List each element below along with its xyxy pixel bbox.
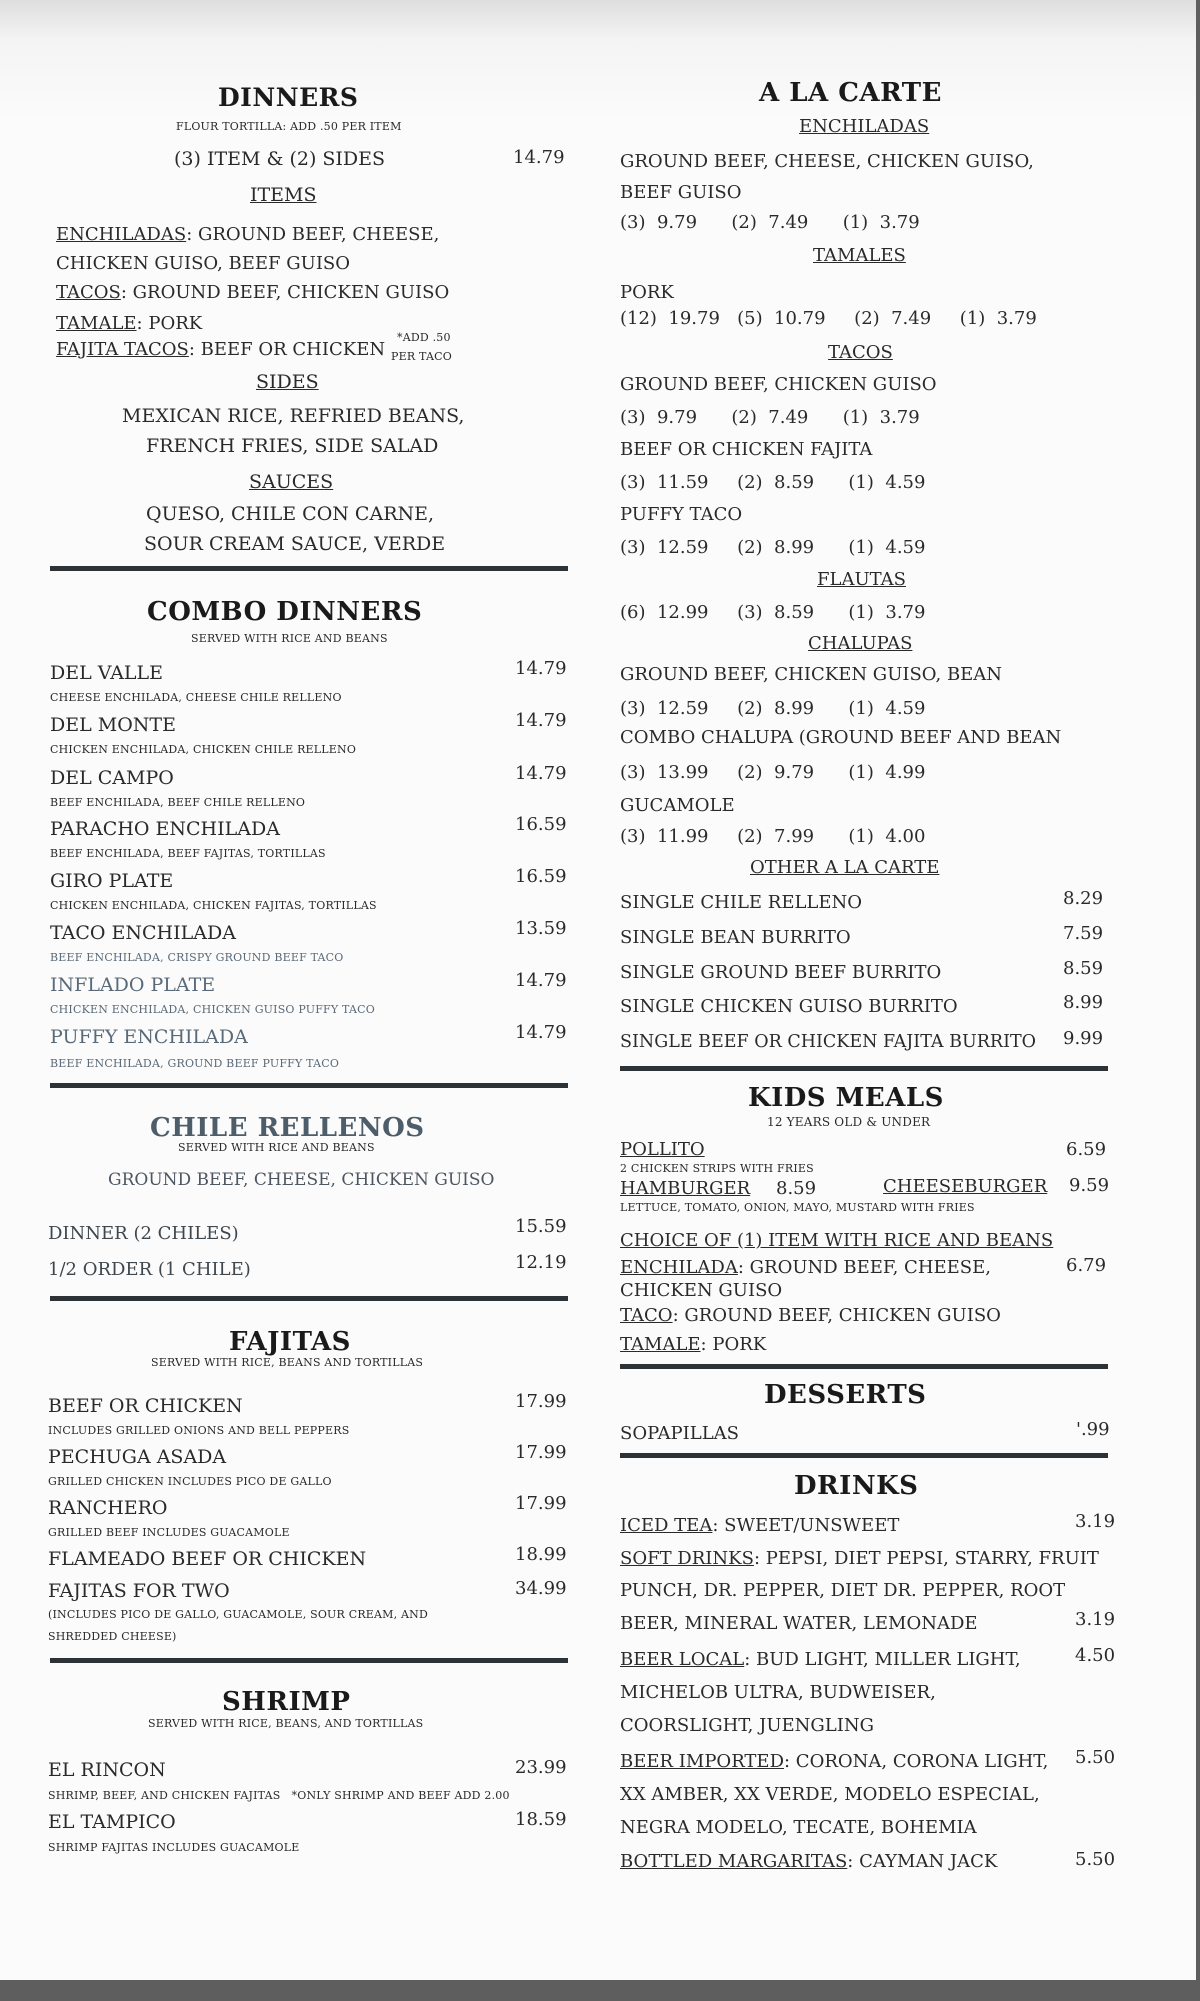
drink-price: 3.19 bbox=[1075, 1609, 1116, 1630]
fajitas-subtitle: SERVED WITH RICE, BEANS AND TORTILLAS bbox=[151, 1356, 424, 1369]
shrimp-title: SHRIMP bbox=[222, 1687, 351, 1717]
combo-dinners-title: COMBO DINNERS bbox=[147, 597, 423, 627]
sauces-line-2: SOUR CREAM SAUCE, VERDE bbox=[144, 533, 446, 555]
dinner-item-fajita-tacos: FAJITA TACOS: BEEF OR CHICKEN bbox=[56, 339, 386, 360]
enchiladas-desc: GROUND BEEF, CHEESE, CHICKEN GUISO, bbox=[620, 151, 1034, 172]
tamales-desc: PORK bbox=[620, 282, 674, 303]
kids-meals-title: KIDS MEALS bbox=[748, 1083, 944, 1113]
chile-relleno-item-price: 12.19 bbox=[515, 1252, 567, 1273]
drink-row: BOTTLED MARGARITAS: CAYMAN JACK bbox=[620, 1851, 998, 1872]
fajita-item-price: 18.99 bbox=[515, 1544, 567, 1565]
drink-price: 5.50 bbox=[1075, 1747, 1116, 1768]
shrimp-item-name: EL TAMPICO bbox=[48, 1811, 176, 1833]
a-la-carte-title: A LA CARTE bbox=[759, 78, 942, 108]
fajita-item-name: FLAMEADO BEEF OR CHICKEN bbox=[48, 1548, 367, 1570]
chalupas-prices: (3) 11.99 (2) 7.99 (1) 4.00 bbox=[620, 826, 926, 847]
fajita-item-desc: INCLUDES GRILLED ONIONS AND BELL PEPPERS bbox=[48, 1424, 350, 1437]
drink-row: MICHELOB ULTRA, BUDWEISER, bbox=[620, 1682, 936, 1703]
kids-meals-subtitle: 12 YEARS OLD & UNDER bbox=[767, 1115, 931, 1129]
tacos-desc: BEEF OR CHICKEN FAJITA bbox=[620, 439, 873, 460]
combo-item-price: 14.79 bbox=[515, 658, 567, 679]
kids-cheeseburger: CHEESEBURGER bbox=[883, 1176, 1048, 1197]
drink-price: 5.50 bbox=[1075, 1849, 1116, 1870]
fajita-item-desc: (INCLUDES PICO DE GALLO, GUACAMOLE, SOUR CREAM, AND bbox=[48, 1608, 429, 1621]
fajita-note-2: PER TACO bbox=[391, 350, 452, 363]
combo-item-desc: CHICKEN ENCHILADA, CHICKEN GUISO PUFFY TACO bbox=[50, 1003, 375, 1016]
combo-item-name: DEL MONTE bbox=[50, 714, 176, 736]
kids-pollito: POLLITO bbox=[620, 1139, 705, 1160]
other-item-name: SINGLE BEEF OR CHICKEN FAJITA BURRITO bbox=[620, 1032, 1037, 1052]
combo-item-price: 14.79 bbox=[515, 763, 567, 784]
fajita-item-desc: GRILLED CHICKEN INCLUDES PICO DE GALLO bbox=[48, 1475, 332, 1488]
chalupas-heading: CHALUPAS bbox=[808, 633, 913, 654]
chalupas-prices: (3) 13.99 (2) 9.79 (1) 4.99 bbox=[620, 762, 926, 783]
other-item-name: SINGLE CHICKEN GUISO BURRITO bbox=[620, 996, 958, 1017]
divider bbox=[620, 1453, 1108, 1458]
kids-hamburger-price: 8.59 bbox=[776, 1178, 817, 1199]
dessert-price: '.99 bbox=[1076, 1419, 1110, 1440]
dinners-title: DINNERS bbox=[218, 83, 359, 112]
dinners-note: FLOUR TORTILLA: ADD .50 PER ITEM bbox=[176, 120, 402, 133]
fajita-item-price: 34.99 bbox=[515, 1578, 567, 1599]
chalupas-desc: COMBO CHALUPA (GROUND BEEF AND BEAN bbox=[620, 727, 1062, 748]
tacos-heading: TACOS bbox=[828, 342, 893, 363]
other-a-la-carte-heading: OTHER A LA CARTE bbox=[750, 857, 940, 878]
combo-item-desc: CHICKEN ENCHILADA, CHICKEN CHILE RELLENO bbox=[50, 743, 357, 756]
enchiladas-heading: ENCHILADAS bbox=[799, 116, 930, 137]
combo-item-desc: BEEF ENCHILADA, GROUND BEEF PUFFY TACO bbox=[50, 1057, 340, 1070]
drink-row: COORSLIGHT, JUENGLING bbox=[620, 1715, 874, 1736]
dinner-item-tacos: TACOS: GROUND BEEF, CHICKEN GUISO bbox=[56, 282, 450, 303]
divider bbox=[50, 1296, 568, 1301]
other-item-price: 8.99 bbox=[1063, 992, 1104, 1013]
fajita-item-price: 17.99 bbox=[515, 1442, 567, 1463]
combo-item-name: INFLADO PLATE bbox=[50, 974, 216, 996]
kids-pollito-price: 6.59 bbox=[1066, 1139, 1107, 1160]
chalupas-desc: GUCAMOLE bbox=[620, 795, 735, 816]
combo-item-name: TACO ENCHILADA bbox=[50, 922, 236, 944]
sauces-line-1: QUESO, CHILE CON CARNE, bbox=[146, 503, 435, 525]
chalupas-prices: (3) 12.59 (2) 8.99 (1) 4.59 bbox=[620, 698, 926, 719]
combo-item-name: GIRO PLATE bbox=[50, 870, 174, 892]
dinner-item-enchiladas-2: CHICKEN GUISO, BEEF GUISO bbox=[56, 253, 351, 274]
dessert-item: SOPAPILLAS bbox=[620, 1423, 740, 1444]
drink-row: PUNCH, DR. PEPPER, DIET DR. PEPPER, ROOT bbox=[620, 1580, 1066, 1601]
drink-row: BEER IMPORTED: CORONA, CORONA LIGHT, bbox=[620, 1751, 1049, 1772]
dinners-combo-label: (3) ITEM & (2) SIDES bbox=[174, 148, 386, 170]
fajita-item-price: 17.99 bbox=[515, 1391, 567, 1412]
fajita-note-1: *ADD .50 bbox=[397, 331, 451, 344]
combo-item-name: PARACHO ENCHILADA bbox=[50, 818, 280, 840]
sides-heading: SIDES bbox=[256, 371, 319, 393]
tamales-prices: (12) 19.79 (5) 10.79 (2) 7.49 (1) 3.79 bbox=[620, 308, 1037, 329]
shrimp-subtitle: SERVED WITH RICE, BEANS, AND TORTILLAS bbox=[148, 1717, 424, 1730]
dinner-item-enchiladas: ENCHILADAS: GROUND BEEF, CHEESE, bbox=[56, 224, 440, 245]
drink-row: NEGRA MODELO, TECATE, BOHEMIA bbox=[620, 1817, 977, 1838]
chile-relleno-item-price: 15.59 bbox=[515, 1216, 567, 1237]
combo-item-price: 16.59 bbox=[515, 814, 567, 835]
other-item-name: SINGLE BEAN BURRITO bbox=[620, 927, 851, 948]
kids-burger-desc: LETTUCE, TOMATO, ONION, MAYO, MUSTARD WITH FRIES bbox=[620, 1201, 975, 1214]
shrimp-item-price: 18.59 bbox=[515, 1809, 567, 1830]
shrimp-item-price: 23.99 bbox=[515, 1757, 567, 1778]
kids-cheeseburger-price: 9.59 bbox=[1069, 1175, 1110, 1196]
combo-item-desc: BEEF ENCHILADA, BEEF FAJITAS, TORTILLAS bbox=[50, 847, 326, 860]
fajita-item-name: BEEF OR CHICKEN bbox=[48, 1395, 243, 1417]
combo-item-name: PUFFY ENCHILADA bbox=[50, 1026, 248, 1048]
tacos-prices: (3) 12.59 (2) 8.99 (1) 4.59 bbox=[620, 537, 926, 558]
other-item-name: SINGLE GROUND BEEF BURRITO bbox=[620, 962, 942, 983]
divider bbox=[50, 1658, 568, 1663]
chile-rellenos-subtitle: SERVED WITH RICE AND BEANS bbox=[178, 1141, 375, 1154]
fajita-item-name: FAJITAS FOR TWO bbox=[48, 1580, 230, 1602]
chalupas-desc: GROUND BEEF, CHICKEN GUISO, BEAN bbox=[620, 664, 1003, 685]
flautas-prices: (6) 12.99 (3) 8.59 (1) 3.79 bbox=[620, 602, 926, 623]
sauces-heading: SAUCES bbox=[249, 471, 334, 493]
enchiladas-prices: (3) 9.79 (2) 7.49 (1) 3.79 bbox=[620, 212, 920, 233]
divider bbox=[620, 1066, 1108, 1071]
combo-item-price: 14.79 bbox=[515, 970, 567, 991]
kids-hamburger: HAMBURGER bbox=[620, 1178, 751, 1199]
shrimp-item-desc: SHRIMP, BEEF, AND CHICKEN FAJITAS *ONLY SHRIMP AND BEEF ADD 2.00 bbox=[48, 1789, 510, 1802]
combo-item-name: DEL CAMPO bbox=[50, 767, 174, 789]
sides-line-2: FRENCH FRIES, SIDE SALAD bbox=[146, 435, 439, 457]
fajita-item-desc: GRILLED BEEF INCLUDES GUACAMOLE bbox=[48, 1526, 290, 1539]
fajita-item-desc-2: SHREDDED CHEESE) bbox=[48, 1630, 177, 1643]
dinner-item-tamale: TAMALE: PORK bbox=[56, 313, 203, 334]
sides-line-1: MEXICAN RICE, REFRIED BEANS, bbox=[122, 405, 465, 427]
chile-relleno-item-name: 1/2 ORDER (1 CHILE) bbox=[48, 1259, 251, 1280]
kids-tamale: TAMALE: PORK bbox=[620, 1334, 767, 1355]
enchiladas-desc-2: BEEF GUISO bbox=[620, 182, 742, 203]
kids-pollito-desc: 2 CHICKEN STRIPS WITH FRIES bbox=[620, 1162, 814, 1175]
other-item-price: 8.59 bbox=[1063, 958, 1104, 979]
tacos-desc: PUFFY TACO bbox=[620, 504, 743, 525]
drink-price: 3.19 bbox=[1075, 1511, 1116, 1532]
fajita-item-price: 17.99 bbox=[515, 1493, 567, 1514]
divider bbox=[50, 1083, 568, 1088]
drink-price: 4.50 bbox=[1075, 1645, 1116, 1666]
combo-item-desc: BEEF ENCHILADA, BEEF CHILE RELLENO bbox=[50, 796, 306, 809]
combo-item-price: 16.59 bbox=[515, 866, 567, 887]
other-item-price: 9.99 bbox=[1063, 1028, 1104, 1049]
fajitas-title: FAJITAS bbox=[229, 1327, 351, 1357]
tamales-heading: TAMALES bbox=[813, 245, 906, 266]
tacos-desc: GROUND BEEF, CHICKEN GUISO bbox=[620, 374, 937, 395]
fajita-item-name: PECHUGA ASADA bbox=[48, 1446, 227, 1468]
dinners-combo-price: 14.79 bbox=[513, 147, 565, 168]
chile-relleno-item-name: DINNER (2 CHILES) bbox=[48, 1223, 239, 1244]
tacos-prices: (3) 11.59 (2) 8.59 (1) 4.59 bbox=[620, 472, 926, 493]
combo-item-desc: CHICKEN ENCHILADA, CHICKEN FAJITAS, TORTILLAS bbox=[50, 899, 377, 912]
drink-row: XX AMBER, XX VERDE, MODELO ESPECIAL, bbox=[620, 1784, 1040, 1805]
shrimp-item-name: EL RINCON bbox=[48, 1759, 166, 1781]
combo-item-desc: BEEF ENCHILADA, CRISPY GROUND BEEF TACO bbox=[50, 951, 344, 964]
combo-item-price: 14.79 bbox=[515, 1022, 567, 1043]
drinks-title: DRINKS bbox=[794, 1471, 919, 1501]
combo-item-name: DEL VALLE bbox=[50, 662, 164, 684]
other-item-price: 7.59 bbox=[1063, 923, 1104, 944]
chile-rellenos-title: CHILE RELLENOS bbox=[150, 1113, 425, 1143]
divider bbox=[620, 1364, 1108, 1369]
combo-item-price: 13.59 bbox=[515, 918, 567, 939]
kids-enchilada: ENCHILADA: GROUND BEEF, CHEESE, bbox=[620, 1257, 991, 1278]
shrimp-item-desc: SHRIMP FAJITAS INCLUDES GUACAMOLE bbox=[48, 1841, 300, 1854]
kids-enchilada-price: 6.79 bbox=[1066, 1255, 1107, 1276]
kids-taco: TACO: GROUND BEEF, CHICKEN GUISO bbox=[620, 1305, 1001, 1326]
tacos-prices: (3) 9.79 (2) 7.49 (1) 3.79 bbox=[620, 407, 920, 428]
chile-rellenos-fillings: GROUND BEEF, CHEESE, CHICKEN GUISO bbox=[108, 1170, 495, 1190]
drink-row: ICED TEA: SWEET/UNSWEET bbox=[620, 1515, 900, 1536]
combo-item-price: 14.79 bbox=[515, 710, 567, 731]
divider bbox=[50, 566, 568, 571]
combo-item-desc: CHEESE ENCHILADA, CHEESE CHILE RELLENO bbox=[50, 691, 342, 704]
desserts-title: DESSERTS bbox=[764, 1380, 927, 1410]
other-item-price: 8.29 bbox=[1063, 888, 1104, 909]
other-item-name: SINGLE CHILE RELLENO bbox=[620, 892, 863, 913]
drink-row: BEER, MINERAL WATER, LEMONADE bbox=[620, 1613, 978, 1634]
kids-enchilada-2: CHICKEN GUISO bbox=[620, 1280, 783, 1301]
drink-row: SOFT DRINKS: PEPSI, DIET PEPSI, STARRY, FRUIT bbox=[620, 1548, 1099, 1569]
items-heading: ITEMS bbox=[250, 184, 317, 206]
drink-row: BEER LOCAL: BUD LIGHT, MILLER LIGHT, bbox=[620, 1649, 1021, 1670]
kids-choice-heading: CHOICE OF (1) ITEM WITH RICE AND BEANS bbox=[620, 1230, 1054, 1251]
combo-dinners-subtitle: SERVED WITH RICE AND BEANS bbox=[191, 632, 388, 645]
flautas-heading: FLAUTAS bbox=[817, 569, 906, 590]
fajita-item-name: RANCHERO bbox=[48, 1497, 168, 1519]
